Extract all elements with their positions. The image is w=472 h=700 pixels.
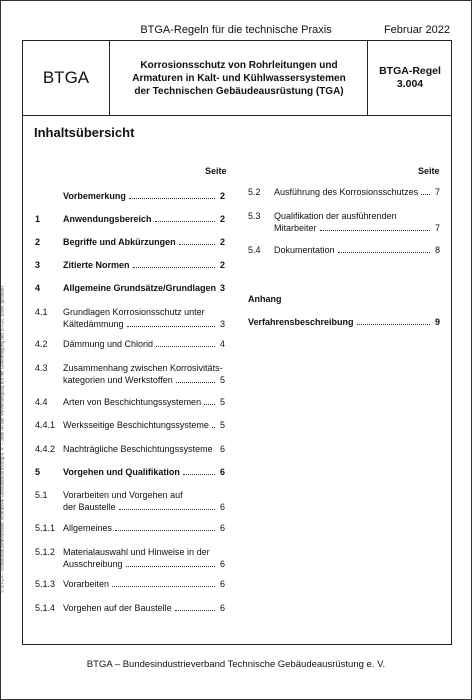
toc-leader-dots — [119, 509, 215, 510]
page-column-label-right: Seite — [418, 166, 440, 176]
toc-entry[interactable] — [35, 362, 225, 386]
toc-entry-page: 7 — [434, 187, 440, 197]
document-subject — [111, 41, 368, 115]
toc-entry-page: 2 — [219, 214, 225, 224]
toc-entry-number: 4.4 — [35, 397, 48, 407]
toc-entry-page: 6 — [219, 467, 225, 477]
toc-entry-number: 2 — [35, 237, 41, 247]
toc-entry-page: 5 — [219, 397, 225, 407]
toc-entry-page: 5 — [219, 375, 225, 385]
toc-entry-page: 8 — [434, 245, 440, 255]
toc-entry-number: 4 — [35, 283, 41, 293]
toc-entry-title: Vorgehen und Qualifikation — [63, 467, 180, 477]
toc-entry-title: Verfahrensbeschreibung — [248, 317, 354, 327]
toc-entry-title: Begriffe und Abkürzungen — [63, 237, 176, 247]
rule-label: BTGA-Regel — [379, 65, 441, 77]
toc-entry[interactable] — [248, 186, 440, 198]
toc-leader-dots — [320, 230, 430, 231]
toc-entry-title: Vorarbeiten — [63, 579, 110, 589]
toc-entry-number: 4.1 — [35, 307, 48, 317]
toc-entry-title: Kältedämmung — [63, 319, 124, 329]
title-box — [22, 40, 452, 116]
toc-entry-page: 4 — [219, 339, 225, 349]
rule-number: 3.004 — [396, 78, 424, 90]
toc-entry[interactable] — [35, 396, 225, 408]
appendix-heading: Anhang — [248, 294, 282, 304]
toc-entry-number: 5.4 — [248, 245, 261, 255]
toc-entry-title: Materialauswahl und Hinweise in der — [63, 547, 210, 557]
page-column-label-left: Seite — [205, 166, 227, 176]
toc-entry-title: Dämmung und Chlorid — [63, 339, 154, 349]
toc-entry[interactable] — [35, 190, 225, 202]
toc-leader-dots — [127, 326, 215, 327]
toc-leader-dots — [183, 474, 215, 475]
toc-leader-dots — [357, 324, 430, 325]
toc-entry-page: 2 — [219, 237, 225, 247]
toc-entry-title: Nachträgliche Beschichtungssysteme — [63, 444, 213, 454]
subject-line: der Technischen Gebäudeausrüstung (TGA) — [134, 85, 344, 97]
toc-entry-title: Mitarbeiter — [274, 223, 317, 233]
toc-entry-title: Allgemeine Grundsätze/Grundlagen — [63, 283, 217, 293]
toc-entry[interactable] — [248, 210, 440, 234]
toc-entry-page: 5 — [219, 420, 225, 430]
toc-entry-number: 4.4.1 — [35, 420, 56, 430]
toc-leader-dots — [338, 252, 430, 253]
toc-entry[interactable] — [35, 489, 225, 513]
toc-entry-number: 5.1 — [35, 490, 48, 500]
toc-entry-number: 5.1.1 — [35, 523, 56, 533]
toc-entry-number: 1 — [35, 214, 41, 224]
toc-leader-dots — [112, 586, 215, 587]
toc-entry-page: 2 — [219, 191, 225, 201]
toc-entry[interactable] — [35, 522, 225, 534]
toc-entry[interactable] — [248, 316, 440, 328]
copyright-side-note: © BTGA – Bundesindustrieverband Technische Gebäudeausrüstung e. V. – Jede Art der Vervielfältigung nur mit Genehmigung des BTGA, Bonn, gestattet. — [0, 284, 5, 593]
toc-entry-title: Vorarbeiten und Vorgehen auf — [63, 490, 183, 500]
toc-entry-page: 6 — [219, 523, 225, 533]
footer-rule — [22, 644, 450, 645]
toc-entry[interactable] — [35, 213, 225, 225]
footer-text: BTGA – Bundesindustrieverband Technische Gebäudeausrüstung e. V. — [86, 659, 386, 670]
toc-entry-title: Grundlagen Korrosionsschutz unter — [63, 307, 205, 317]
toc-entry-number: 3 — [35, 260, 41, 270]
toc-entry-title: Ausschreibung — [63, 559, 123, 569]
toc-entry-title: Allgemeines — [63, 523, 113, 533]
toc-entry-title: kategorien und Werkstoffen — [63, 375, 173, 385]
toc-entry-number: 5.1.2 — [35, 547, 56, 557]
rule-id — [369, 41, 451, 115]
toc-entry-page: 9 — [434, 317, 440, 327]
toc-leader-dots — [175, 610, 215, 611]
toc-leader-dots — [204, 404, 215, 405]
btga-logo: BTGA — [23, 41, 110, 115]
toc-leader-dots — [115, 530, 215, 531]
toc-entry[interactable] — [35, 259, 225, 271]
subject-line: Armaturen in Kalt- und Kühlwassersystemen — [132, 72, 346, 84]
issue-date: Februar 2022 — [383, 24, 450, 36]
toc-heading: Inhaltsübersicht — [34, 125, 135, 140]
toc-entry[interactable] — [35, 306, 225, 330]
toc-entry-title: Vorbemerkung — [63, 191, 126, 201]
toc-entry-page: 3 — [219, 283, 225, 293]
toc-entry[interactable] — [248, 244, 440, 256]
toc-entry[interactable] — [35, 466, 225, 478]
toc-entry[interactable] — [35, 419, 225, 431]
toc-entry[interactable] — [35, 546, 225, 570]
toc-entry-page: 3 — [219, 319, 225, 329]
toc-entry-title: Dokumentation — [274, 245, 335, 255]
toc-entry[interactable] — [35, 443, 225, 455]
toc-leader-dots — [176, 382, 215, 383]
subject-line: Korrosionsschutz von Rohrleitungen und — [140, 59, 338, 71]
toc-entry-number: 5.2 — [248, 187, 261, 197]
toc-entry-number: 4.3 — [35, 363, 48, 373]
toc-leader-dots — [126, 566, 215, 567]
toc-entry[interactable] — [35, 338, 225, 350]
toc-entry-page: 6 — [219, 444, 225, 454]
toc-entry-number: 4.2 — [35, 339, 48, 349]
toc-entry[interactable] — [35, 282, 225, 294]
toc-entry[interactable] — [35, 578, 225, 590]
toc-entry-title: Qualifikation der ausführenden — [274, 211, 397, 221]
toc-entry-title: Ausführung des Korrosionsschutzes — [274, 187, 419, 197]
toc-entry-number: 4.4.2 — [35, 444, 56, 454]
toc-entry[interactable] — [35, 602, 225, 614]
toc-entry-title: Werksseitige Beschichtungssysteme — [63, 420, 209, 430]
toc-entry-page: 2 — [219, 260, 225, 270]
toc-leader-dots — [179, 244, 215, 245]
toc-entry-page: 6 — [219, 559, 225, 569]
toc-entry-title: Anwendungsbereich — [63, 214, 152, 224]
toc-entry-page: 6 — [219, 579, 225, 589]
toc-leader-dots — [421, 194, 430, 195]
toc-entry-title: Arten von Beschichtungssystemen — [63, 397, 202, 407]
toc-leader-dots — [212, 427, 215, 428]
toc-leader-dots — [133, 267, 215, 268]
toc-entry-page: 7 — [434, 223, 440, 233]
toc-entry-number: 5.3 — [248, 211, 261, 221]
toc-entry-title: der Baustelle — [63, 502, 116, 512]
toc-leader-dots — [156, 346, 215, 347]
toc-entry-page: 6 — [219, 502, 225, 512]
toc-leader-dots — [155, 221, 215, 222]
toc-leader-dots — [129, 198, 215, 199]
toc-entry-title: Zusammenhang zwischen Korrosivitäts- — [63, 363, 223, 373]
toc-entry[interactable] — [35, 236, 225, 248]
toc-entry-title: Vorgehen auf der Baustelle — [63, 603, 172, 613]
toc-entry-page: 6 — [219, 603, 225, 613]
toc-entry-title: Zitierte Normen — [63, 260, 130, 270]
toc-entry-number: 5.1.3 — [35, 579, 56, 589]
toc-entry-number: 5 — [35, 467, 41, 477]
series-title: BTGA-Regeln für die technische Praxis — [140, 24, 332, 36]
toc-entry-number: 5.1.4 — [35, 603, 56, 613]
